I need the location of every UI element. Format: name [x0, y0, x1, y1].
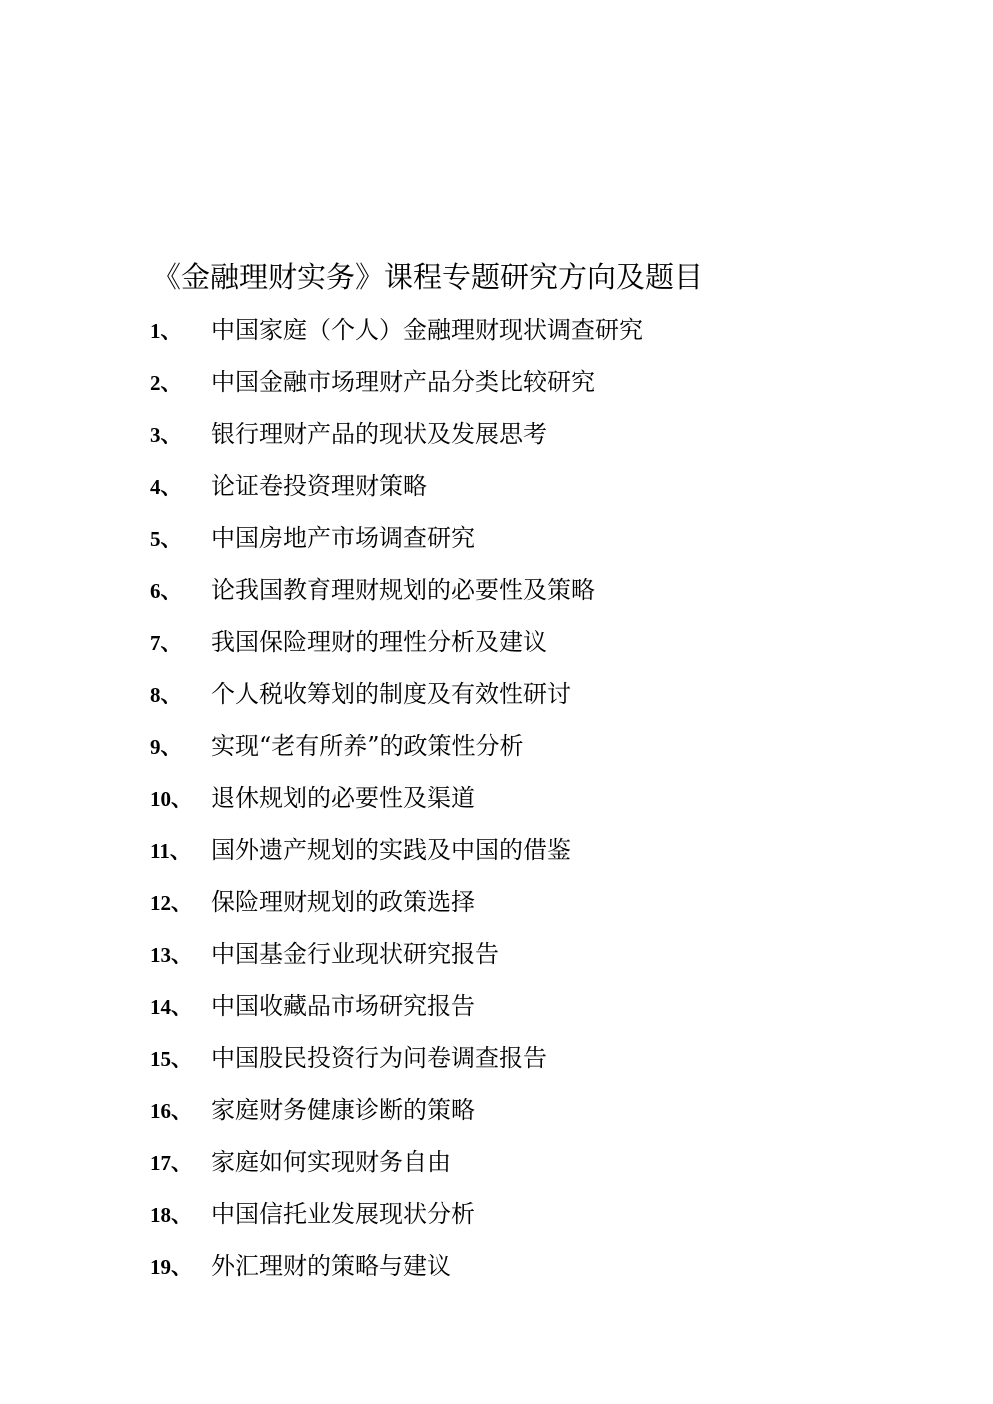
topic-item: [0, 728, 993, 768]
topic-number: 2、: [150, 371, 182, 395]
topic-number: 12、: [150, 891, 192, 915]
topic-text: 中国收藏品市场研究报告: [211, 992, 475, 1020]
topic-number: 7、: [150, 631, 182, 655]
topic-number: 3、: [150, 423, 182, 447]
topic-number: 18、: [150, 1203, 192, 1227]
topic-number: 4、: [150, 475, 182, 499]
topic-text: 我国保险理财的理性分析及建议: [211, 628, 547, 656]
topic-text: 中国基金行业现状研究报告: [211, 940, 499, 968]
topic-item: [0, 676, 993, 716]
topic-number: 14、: [150, 995, 192, 1019]
topic-item: [0, 312, 993, 352]
document-title: 《金融理财实务》课程专题研究方向及题目: [152, 260, 704, 294]
topic-text: 中国股民投资行为问卷调查报告: [211, 1044, 547, 1072]
topic-item: [0, 572, 993, 612]
topic-number: 10、: [150, 787, 192, 811]
topic-item: [0, 520, 993, 560]
topic-text: 外汇理财的策略与建议: [211, 1252, 451, 1280]
topic-number: 19、: [150, 1255, 192, 1279]
topic-number: 6、: [150, 579, 182, 603]
topic-text: 保险理财规划的政策选择: [211, 888, 475, 916]
topic-item: [0, 936, 993, 976]
topic-item: [0, 416, 993, 456]
topic-text: 中国金融市场理财产品分类比较研究: [211, 368, 595, 396]
topic-text: 退休规划的必要性及渠道: [211, 784, 475, 812]
topic-item: [0, 1092, 993, 1132]
topic-item: [0, 468, 993, 508]
topic-number: 5、: [150, 527, 182, 551]
topic-number: 1、: [150, 319, 182, 343]
topic-item: [0, 1040, 993, 1080]
topic-text: 中国信托业发展现状分析: [211, 1200, 475, 1228]
topic-text: 实现“老有所养”的政策性分析: [211, 732, 524, 760]
topic-text: 中国房地产市场调查研究: [211, 524, 475, 552]
topic-text: 论我国教育理财规划的必要性及策略: [211, 576, 595, 604]
topic-text: 家庭如何实现财务自由: [211, 1148, 451, 1176]
topic-text: 中国家庭（个人）金融理财现状调查研究: [211, 316, 643, 344]
topic-item: [0, 1144, 993, 1184]
topic-item: [0, 1248, 993, 1288]
topic-number: 15、: [150, 1047, 192, 1071]
topic-item: [0, 624, 993, 664]
topic-number: 13、: [150, 943, 192, 967]
topic-item: [0, 780, 993, 820]
topic-text: 银行理财产品的现状及发展思考: [211, 420, 547, 448]
topic-item: [0, 364, 993, 404]
topic-number: 9、: [150, 735, 182, 759]
topic-number: 17、: [150, 1151, 192, 1175]
topic-text: 论证卷投资理财策略: [211, 472, 427, 500]
topic-item: [0, 832, 993, 872]
topic-text: 个人税收筹划的制度及有效性研讨: [211, 680, 571, 708]
topic-text: 国外遗产规划的实践及中国的借鉴: [211, 836, 571, 864]
topic-item: [0, 988, 993, 1028]
topic-item: [0, 884, 993, 924]
topic-text: 家庭财务健康诊断的策略: [211, 1096, 475, 1124]
topic-item: [0, 1196, 993, 1236]
topic-number: 11、: [150, 839, 191, 863]
topic-number: 16、: [150, 1099, 192, 1123]
topic-number: 8、: [150, 683, 182, 707]
